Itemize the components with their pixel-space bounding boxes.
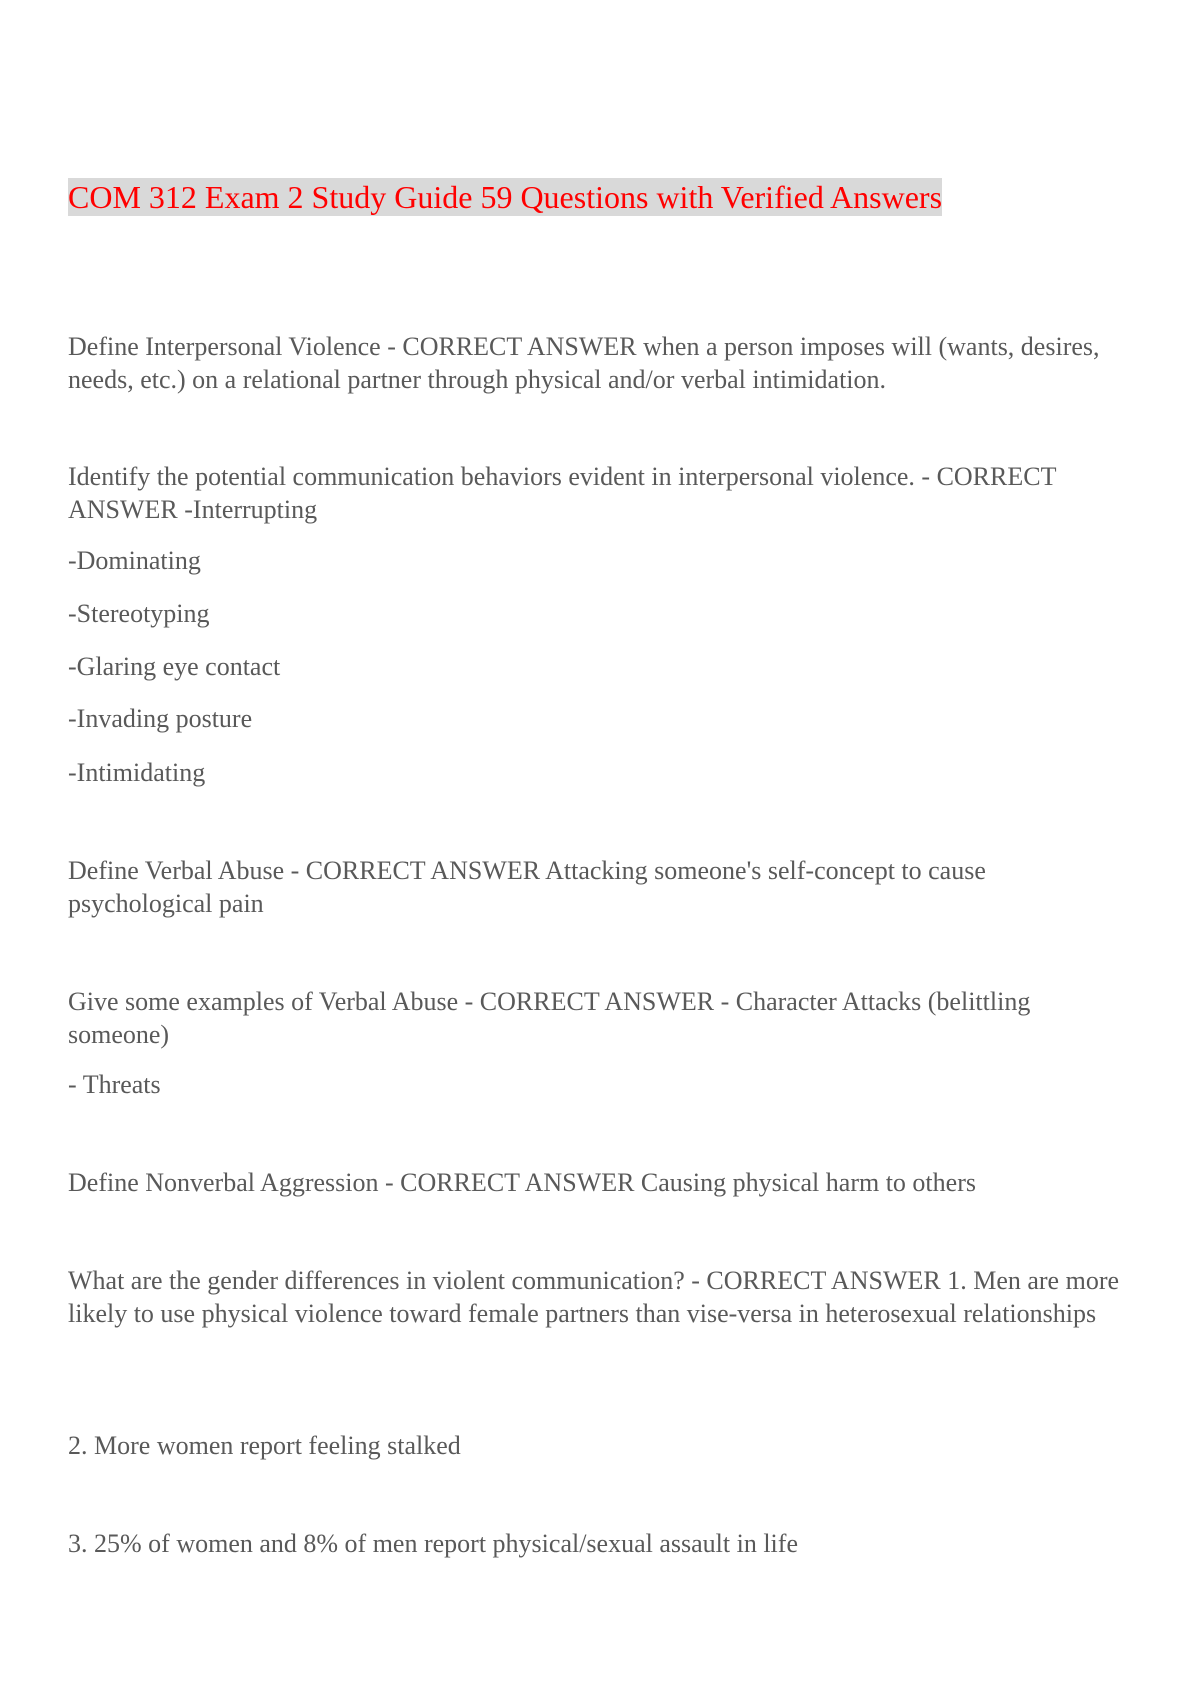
list-item-invading-posture: -Invading posture bbox=[68, 704, 253, 733]
paragraph-define-interpersonal-violence: Define Interpersonal Violence - CORRECT ANSWER when a person imposes will (wants, desires, needs, etc.) on a relational partner through physical and/or verbal intimidation. bbox=[68, 332, 1100, 394]
list-item-intimidating: -Intimidating bbox=[68, 758, 206, 787]
paragraph-gender-differences: What are the gender differences in violent communication? - CORRECT ANSWER 1. Men are more likely to use physical violence toward female partners than vise-versa in heterosexual relationships bbox=[68, 1266, 1120, 1328]
list-item-dominating: -Dominating bbox=[68, 546, 201, 575]
paragraph-examples-verbal-abuse: Give some examples of Verbal Abuse - CORRECT ANSWER - Character Attacks (belittling someone) bbox=[68, 987, 1031, 1049]
paragraph-define-nonverbal-aggression: Define Nonverbal Aggression - CORRECT ANSWER Causing physical harm to others bbox=[68, 1168, 976, 1197]
document-title: COM 312 Exam 2 Study Guide 59 Questions with Verified Answers bbox=[68, 179, 943, 215]
list-item-stereotyping: -Stereotyping bbox=[68, 599, 210, 628]
list-item-threats: - Threats bbox=[68, 1070, 161, 1099]
list-item-glaring-eye-contact: -Glaring eye contact bbox=[68, 652, 281, 681]
paragraph-define-verbal-abuse: Define Verbal Abuse - CORRECT ANSWER Attacking someone's self-concept to cause psychological pain bbox=[68, 856, 986, 918]
paragraph-women-stalked: 2. More women report feeling stalked bbox=[68, 1431, 461, 1460]
paragraph-assault-statistics: 3. 25% of women and 8% of men report physical/sexual assault in life bbox=[68, 1529, 798, 1558]
paragraph-communication-behaviors: Identify the potential communication behaviors evident in interpersonal violence. - CORRECT ANSWER -Interrupting bbox=[68, 462, 1056, 524]
